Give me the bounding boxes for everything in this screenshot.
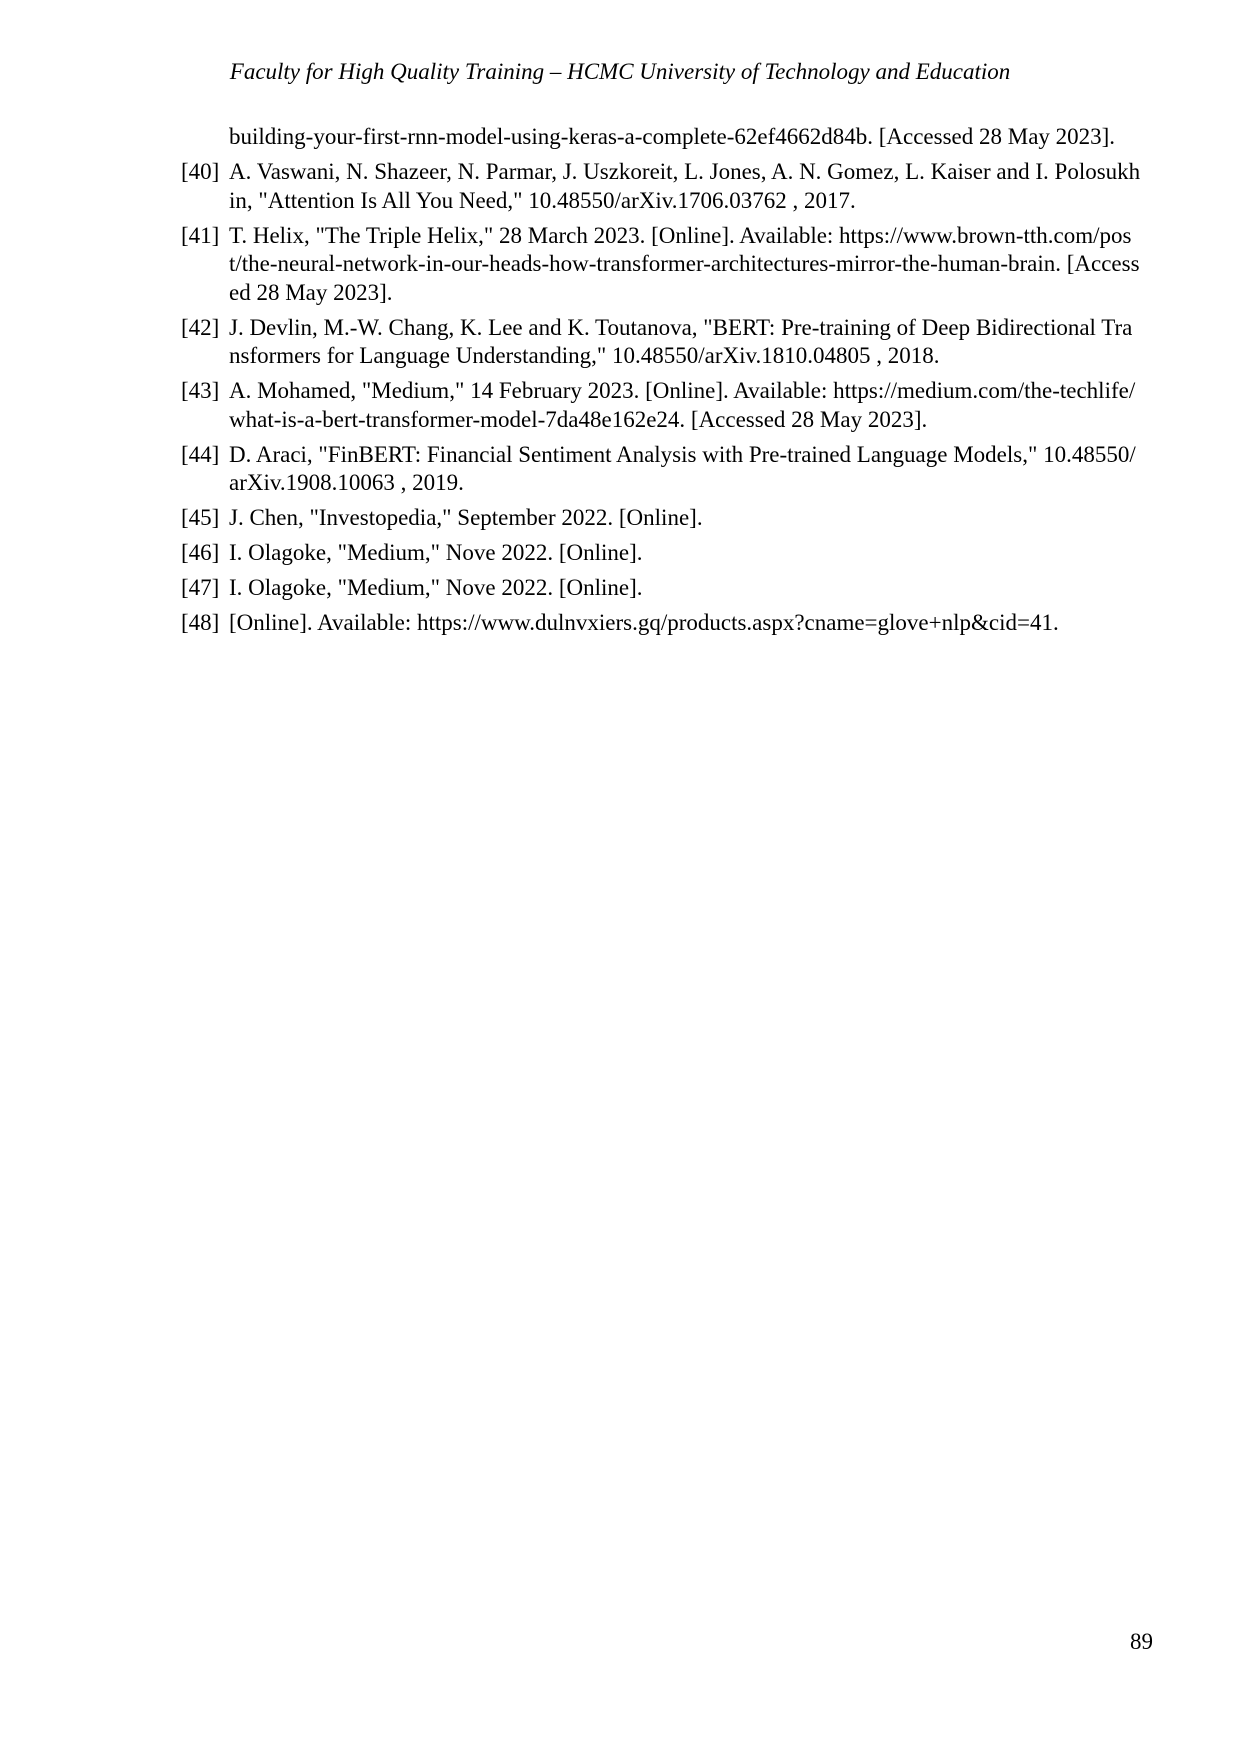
reference-item-43 xyxy=(181,377,1141,434)
reference-text: A. Vaswani, N. Shazeer, N. Parmar, J. Uszkoreit, L. Jones, A. N. Gomez, L. Kaiser and I. Polosukhin, "Attention Is All You Need," 10.48550/arXiv.1706.03762 , 2017. xyxy=(229,159,1141,213)
reference-item-44 xyxy=(181,441,1141,498)
reference-text: T. Helix, "The Triple Helix," 28 March 2023. [Online]. Available: https://www.brown-tth.com/post/the-neural-network-in-our-heads-how-transformer-architectures-mirror-the-human-brain. [Accessed 28 May 2023]. xyxy=(229,222,1140,305)
reference-number: [43] xyxy=(181,378,220,403)
reference-text: A. Mohamed, "Medium," 14 February 2023. [Online]. Available: https://medium.com/the-techlife/what-is-a-bert-transformer-model-7da48e162e24. [Accessed 28 May 2023]. xyxy=(229,378,1136,432)
reference-text: J. Devlin, M.-W. Chang, K. Lee and K. Toutanova, "BERT: Pre-training of Deep Bidirectional Transformers for Language Understanding," 10.48550/arXiv.1810.04805 , 2018. xyxy=(229,314,1133,368)
reference-text: building-your-first-rnn-model-using-keras-a-complete-62ef4662d84b. [Accessed 28 May 2023]. xyxy=(229,124,1116,149)
reference-list xyxy=(181,123,1141,644)
reference-number: [45] xyxy=(181,505,220,530)
reference-item-45 xyxy=(181,504,1141,533)
reference-number: [42] xyxy=(181,314,220,340)
reference-number: [47] xyxy=(181,575,220,600)
reference-item-continued xyxy=(181,123,1141,152)
reference-number: [46] xyxy=(181,540,220,565)
reference-text: D. Araci, "FinBERT: Financial Sentiment Analysis with Pre-trained Language Models," 10.48550/arXiv.1908.10063 , 2019. xyxy=(229,441,1136,495)
running-header: Faculty for High Quality Training – HCMC University of Technology and Education xyxy=(229,59,1011,84)
reference-text: J. Chen, "Investopedia," September 2022. [Online]. xyxy=(229,505,703,530)
reference-item-40 xyxy=(181,158,1141,215)
reference-item-46 xyxy=(181,539,1141,568)
page-number: 89 xyxy=(1130,1629,1153,1654)
reference-text: I. Olagoke, "Medium," Nove 2022. [Online]. xyxy=(229,575,643,600)
reference-item-42 xyxy=(181,314,1141,371)
reference-number: [40] xyxy=(181,159,220,184)
reference-item-48 xyxy=(181,609,1141,638)
reference-item-41 xyxy=(181,222,1141,308)
reference-number: [48] xyxy=(181,610,220,635)
reference-number: [41] xyxy=(181,222,220,248)
reference-text: [Online]. Available: https://www.dulnvxiers.gq/products.aspx?cname=glove+nlp&cid=41. xyxy=(229,610,1059,635)
reference-text: I. Olagoke, "Medium," Nove 2022. [Online]. xyxy=(229,540,643,565)
reference-number: [44] xyxy=(181,441,220,467)
reference-item-47 xyxy=(181,574,1141,603)
